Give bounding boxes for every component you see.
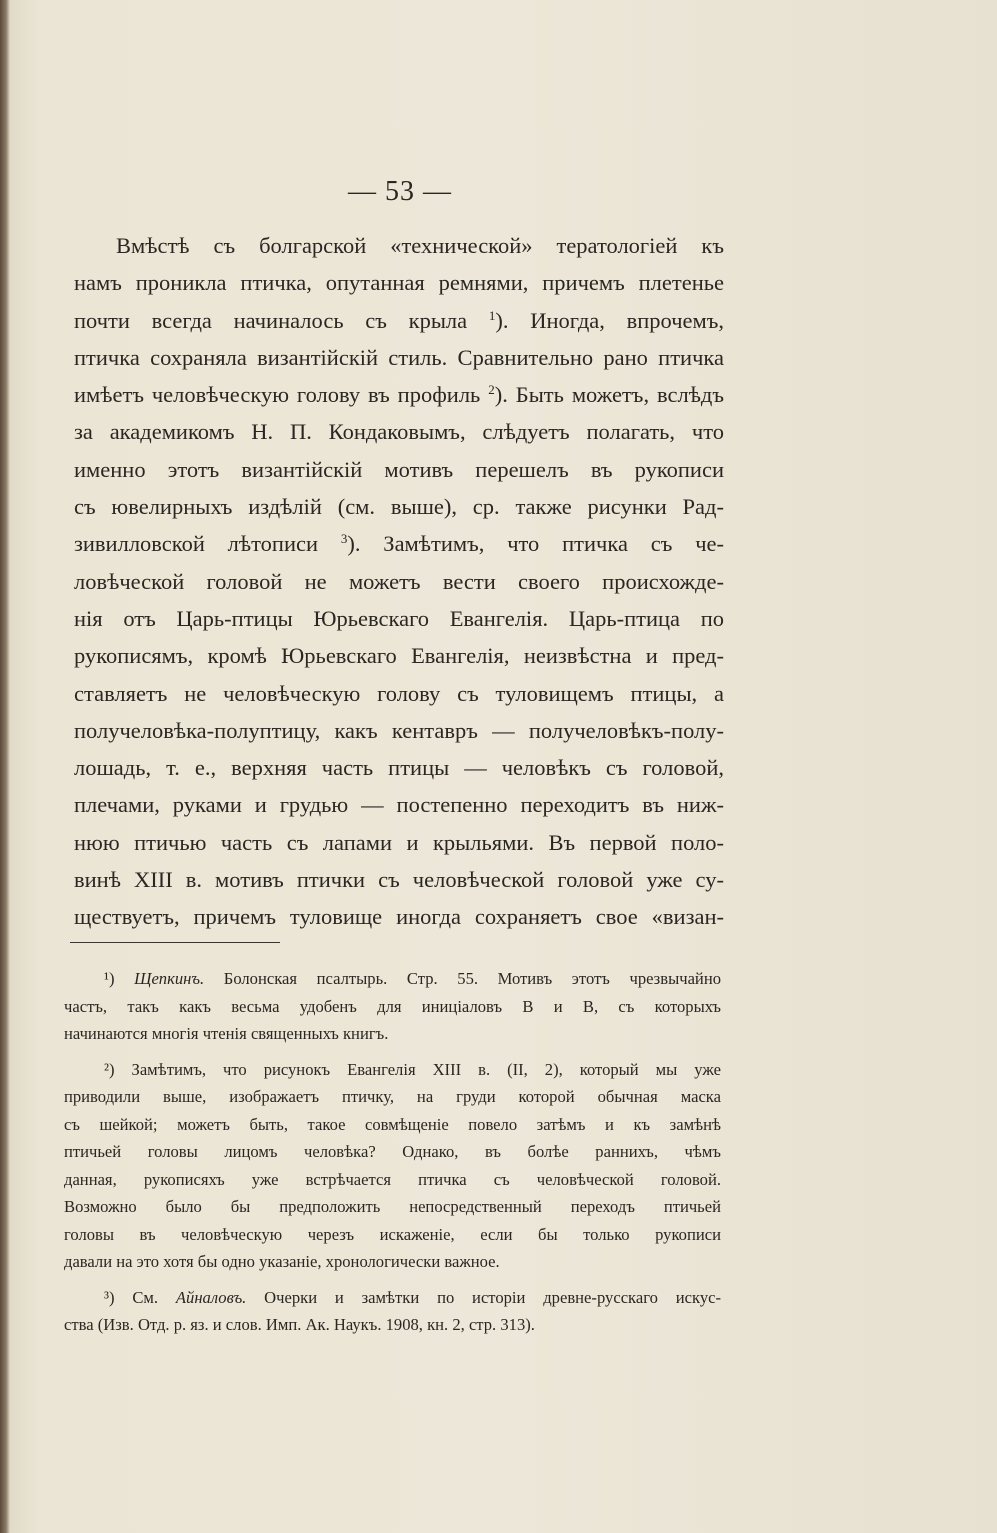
footnote-1-line: частъ, такъ какъ весьма удобенъ для иницiаловъ В и В, съ которыхъ <box>64 996 721 1016</box>
footnote-2-line <box>64 1056 721 1084</box>
text-line: плечами, руками и грудью — постепенно переходитъ въ ниж- <box>74 792 724 818</box>
text-line <box>74 376 724 413</box>
text-fragment: имѣетъ человѣческую голову въ профиль <box>74 382 481 408</box>
text-fragment: Замѣтимъ, что рисунокъ Евангелія XIII в. (II, 2), который мы уже <box>131 1059 721 1079</box>
footnote-marker: ¹) <box>104 969 115 988</box>
main-text-block <box>74 227 724 936</box>
text-fragment: зивилловской лѣтописи <box>74 531 319 557</box>
text-line: рукописямъ, кромѣ Юрьевскаго Евангелія, неизвѣстна и пред- <box>74 643 724 669</box>
footnote-marker: ²) <box>104 1059 115 1079</box>
footnote-1-line <box>64 965 721 993</box>
footnote-separator <box>70 942 280 943</box>
book-spine-shadow <box>0 0 10 1533</box>
text-line: ловѣческой головой не можетъ вести своего происхожде- <box>74 568 724 594</box>
footnote-3-line: ства (Изв. Отд. р. яз. и слов. Имп. Ак. Наукъ. 1908, кн. 2, стр. 313). <box>64 1315 535 1334</box>
footnote-author: Щепкинъ. <box>134 969 205 988</box>
footnotes-block <box>64 965 721 1339</box>
text-line: за академикомъ Н. П. Кондаковымъ, слѣдуетъ полагать, что <box>74 419 724 445</box>
text-line: винѣ XIII в. мотивъ птички съ человѣческой головой уже су- <box>74 867 724 893</box>
text-line: Вмѣстѣ съ болгарской «технической» тератологіей къ <box>116 233 724 258</box>
text-line: съ ювелирныхъ издѣлій (см. выше), ср. также рисунки Рад- <box>74 494 724 520</box>
text-fragment: ). Замѣтимъ, что птичка съ че- <box>347 531 725 557</box>
text-line: птичка сохраняла византійскій стиль. Сравнительно рано птичка <box>74 344 724 370</box>
text-line <box>74 302 724 339</box>
text-fragment: почти всегда начиналось съ крыла <box>74 307 468 333</box>
footnote-2-line: Возможно было бы предположить непосредственный переходъ птичьей <box>64 1197 721 1216</box>
text-line: получеловѣка-полуптицу, какъ кентавръ — получеловѣкъ-полу- <box>74 717 724 743</box>
text-fragment: Болонская псалтырь. Стр. 55. Мотивъ этотъ чрезвычайно <box>223 969 721 988</box>
text-line: именно этотъ византійскій мотивъ перешелъ въ рукописи <box>74 456 724 482</box>
footnote-2-line: птичьей головы лицомъ человѣка? Однако, въ болѣе раннихъ, чѣмъ <box>64 1142 721 1161</box>
text-fragment: ). Быть можетъ, вслѣдъ <box>494 382 724 408</box>
footnote-3-line <box>64 1284 721 1312</box>
footnote-2-line: данная, рукописяхъ уже встрѣчается птичка съ человѣческой головой. <box>64 1169 721 1189</box>
text-line: нія отъ Царь-птицы Юрьевскаго Евангелія. Царь-птица по <box>74 605 724 631</box>
text-line <box>74 525 724 562</box>
footnote-2-line: приводили выше, изображаетъ птичку, на груди которой обычная маска <box>64 1087 721 1106</box>
text-line: ставляетъ не человѣческую голову съ туловищемъ птицы, а <box>74 680 724 706</box>
text-line: ществуетъ, причемъ туловище иногда сохраняетъ свое «визан- <box>74 904 724 930</box>
text-fragment: ). Иногда, впрочемъ, <box>495 307 725 333</box>
footnote-2-line: давали на это хотя бы одно указаніе, хронологически важное. <box>64 1252 500 1271</box>
text-fragment: Очерки и замѣтки по исторіи древне-русскаго искус- <box>264 1287 722 1307</box>
text-line: намъ проникла птичка, опутанная ремнями, причемъ плетенье <box>74 270 724 296</box>
footnote-author: Айналовъ. <box>175 1287 247 1307</box>
footnote-ref: 1 <box>488 307 496 323</box>
footnote-2-line: съ шейкой; можетъ быть, такое совмѣщеніе повело затѣмъ и къ замѣнѣ <box>64 1114 721 1134</box>
text-line: лошадь, т. е., верхняя часть птицы — человѣкъ съ головой, <box>74 755 724 781</box>
footnote-ref: 2 <box>488 382 495 398</box>
footnote-ref: 3 <box>340 531 348 547</box>
footnote-1-line: начинаются многія чтенія священныхъ книгъ. <box>64 1024 389 1043</box>
page-number: — 53 — <box>348 176 452 207</box>
footnote-marker: ³) <box>104 1287 115 1307</box>
footnote-2-line: головы въ человѣческую черезъ искаженіе, если бы только рукописи <box>64 1224 721 1244</box>
text-line: нюю птичью часть съ лапами и крыльями. Въ первой поло- <box>74 829 724 855</box>
text-fragment: См. <box>132 1287 159 1307</box>
